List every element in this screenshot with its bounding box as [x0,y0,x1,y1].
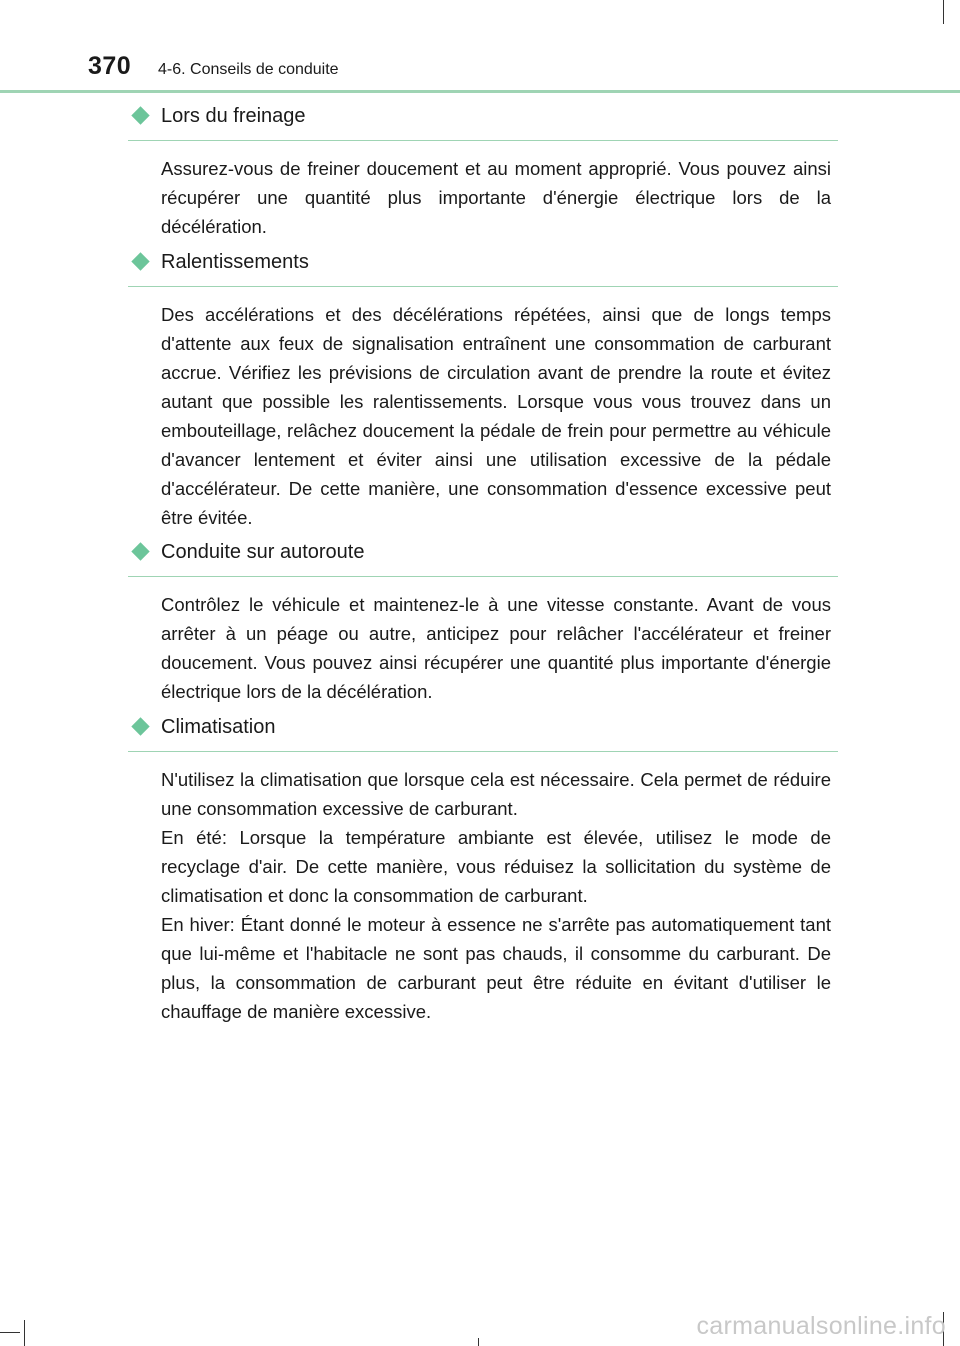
paragraph: N'utilisez la climatisation que lorsque cela est nécessaire. Cela permet de réduire une consommation excessive de carburant. [161,769,831,819]
section-heading [128,711,838,752]
section-traffic-jams [128,246,838,532]
page-header [0,0,960,96]
section-body [161,590,831,706]
diamond-bullet-icon [131,717,149,735]
section-body [161,765,831,1026]
watermark: carmanualsonline.info [696,1312,946,1340]
diamond-bullet-icon [131,542,149,560]
section-title: Ralentissements [161,251,309,273]
section-title: Lors du freinage [161,105,306,127]
section-highway-driving [128,536,838,706]
section-title: Climatisation [161,716,276,738]
chapter-title: 4-6. Conseils de conduite [158,61,339,78]
paragraph: Contrôlez le véhicule et maintenez-le à une vitesse constante. Avant de vous arrêter à un péage ou autre, anticipez pour relâcher l'accélérateur et freiner doucement. Vous pouvez ainsi récupérer une quantité plus importante d'énergie électrique lors de la décélération. [161,594,831,702]
paragraph: En hiver: Étant donné le moteur à essence ne s'arrête pas automatiquement tant que lui-même et l'habitacle ne sont pas chauds, il consomme du carburant. De plus, la consommation de carburant peut être réduite en évitant d'utiliser le chauffage de manière excessive. [161,914,831,1022]
paragraph: Des accélérations et des décélérations répétées, ainsi que de longs temps d'attente aux feux de signalisation entraînent une consommation de carburant accrue. Vérifiez les prévisions de circulation avant de prendre la route et évitez autant que possible les ralentissements. Lorsque vous vous trouvez dans un embouteillage, relâchez doucement la pédale de frein pour permettre au véhicule d'avancer lentement et éviter ainsi une utilisation excessive de la pédale d'accélérateur. De cette manière, une consommation d'essence excessive peut être évitée. [161,304,831,528]
section-body [161,300,831,532]
section-heading [128,536,838,577]
section-title: Conduite sur autoroute [161,541,365,563]
diamond-bullet-icon [131,106,149,124]
section-heading [128,246,838,287]
page-number: 370 [88,52,132,80]
paragraph: En été: Lorsque la température ambiante est élevée, utilisez le mode de recyclage d'air. De cette manière, vous réduisez la sollicitation du système de climatisation et donc la consommation de carburant. [161,827,831,906]
section-body [161,154,831,241]
section-heading [128,100,838,141]
diamond-bullet-icon [131,252,149,270]
section-air-conditioning [128,711,838,1026]
header-rule [0,90,960,93]
section-braking [128,100,838,241]
paragraph: Assurez-vous de freiner doucement et au moment approprié. Vous pouvez ainsi récupérer une quantité plus importante d'énergie électrique lors de la décélération. [161,158,831,237]
